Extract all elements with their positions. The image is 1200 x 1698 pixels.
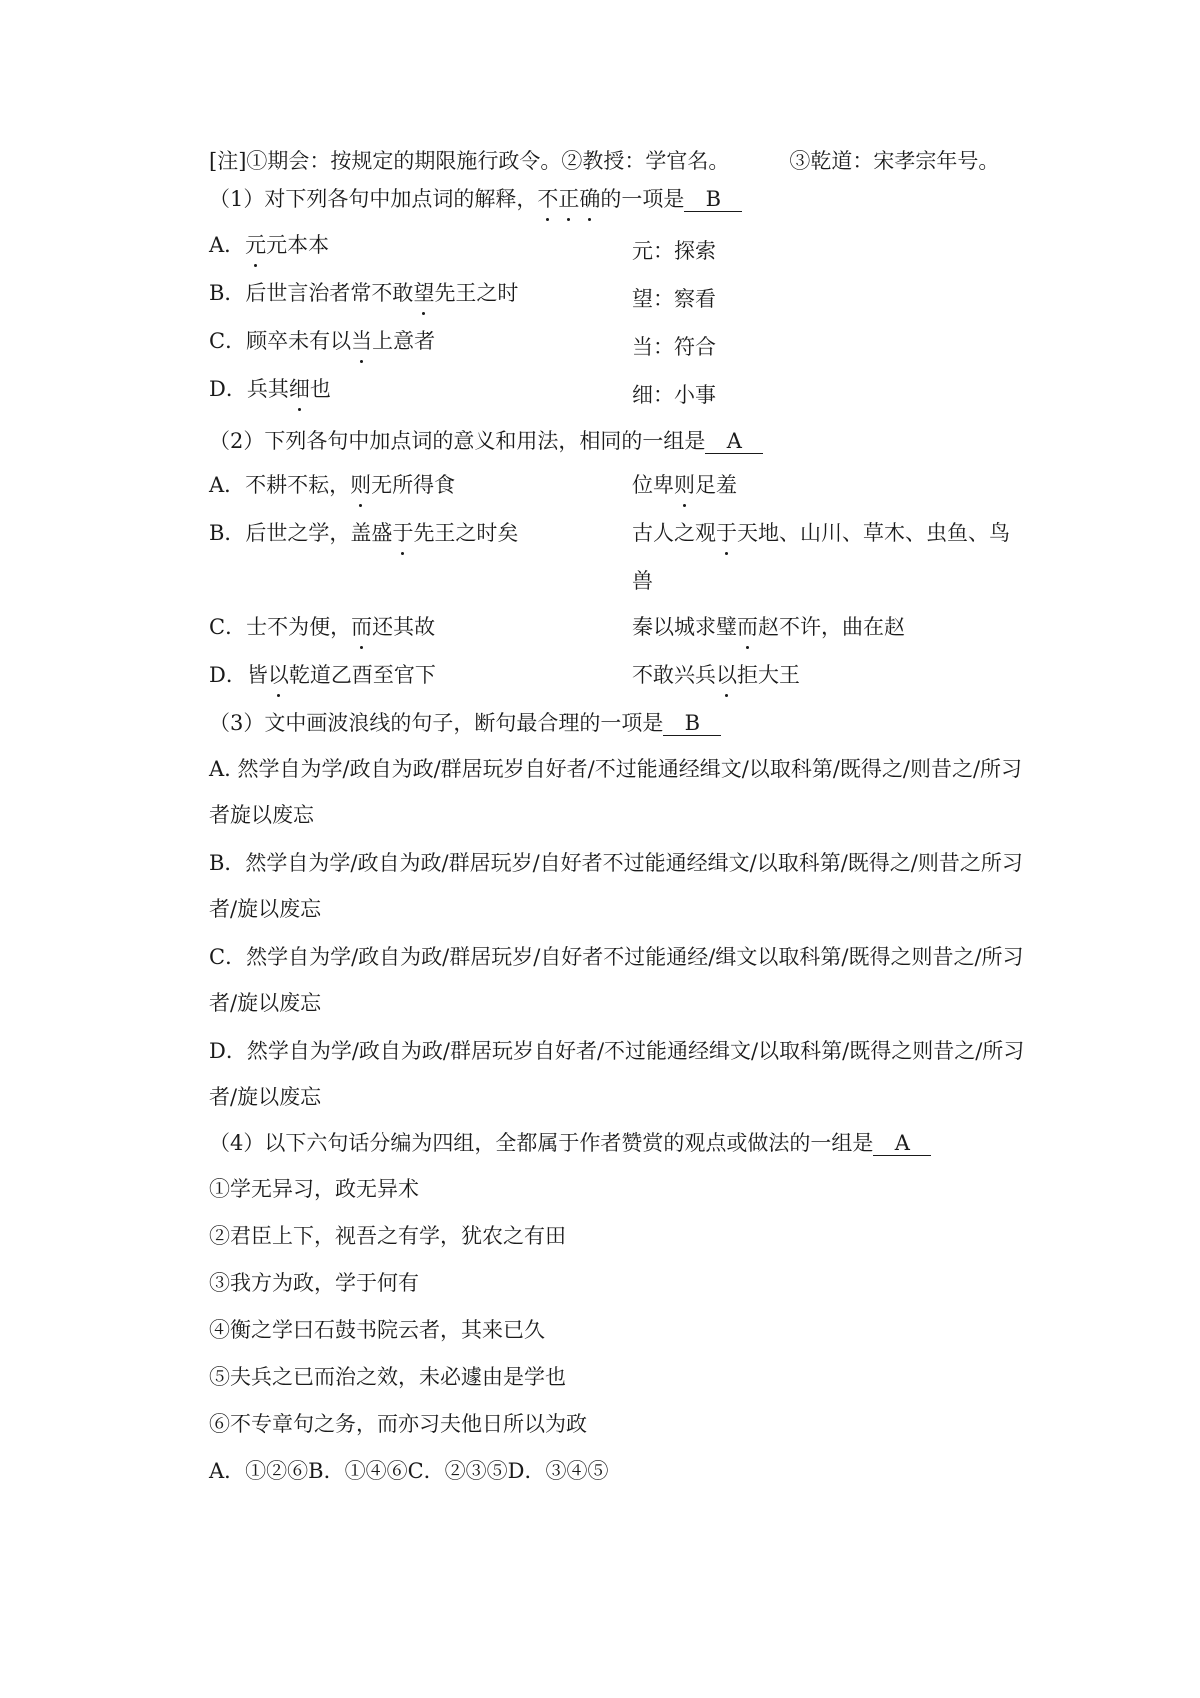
q2-option-a-left: A．不耕不耘，则无所得食 bbox=[209, 470, 455, 500]
q3-option-d-line2: 者/旋以废忘 bbox=[209, 1085, 322, 1109]
q1-option-b-gloss: 望：察看 bbox=[632, 287, 716, 311]
q4-item-6: ⑥不专章句之务，而亦习夫他日所以为政 bbox=[209, 1412, 587, 1436]
question-2-stem: （2）下列各句中加点词的意义和用法，相同的一组是 A bbox=[209, 426, 763, 456]
q4-item-5: ⑤夫兵之已而治之效，未必遽由是学也 bbox=[209, 1365, 566, 1389]
q2-option-b-right: 古人之观于天地、山川、草木、虫鱼、鸟 bbox=[632, 518, 1010, 548]
q3-option-c-line1: C．然学自为学/政自为政/群居玩岁/自好者不过能通经/缉文以取科第/既得之则昔之/所习 bbox=[209, 945, 1024, 969]
question-1-stem: （1）对下列各句中加点词的解释，不正确的一项是 B bbox=[209, 184, 742, 214]
q1-option-d-gloss: 细：小事 bbox=[632, 383, 716, 407]
q3-option-a-line1: A. 然学自为学/政自为政/群居玩岁自好者/不过能通经缉文/以取科第/既得之/则昔之/所习 bbox=[209, 757, 1023, 781]
q1-option-b: B．后世言治者常不敢望先王之时 bbox=[209, 278, 518, 308]
q3-option-b-line1: B．然学自为学/政自为政/群居玩岁/自好者不过能通经缉文/以取科第/既得之/则昔之所习 bbox=[209, 851, 1023, 875]
q1-option-a: A．元元本本 bbox=[209, 230, 329, 260]
q4-item-4: ④衡之学曰石鼓书院云者，其来已久 bbox=[209, 1318, 545, 1342]
q3-option-d-line1: D．然学自为学/政自为政/群居玩岁自好者/不过能通经缉文/以取科第/既得之则昔之/所习 bbox=[209, 1039, 1025, 1063]
answer-blank: A bbox=[873, 1131, 931, 1156]
q2-option-d-left: D．皆以乾道乙酉至官下 bbox=[209, 660, 436, 690]
annotation-note bbox=[209, 146, 999, 176]
q2-option-c-left: C．士不为便，而还其故 bbox=[209, 612, 435, 642]
question-4-stem: （4）以下六句话分编为四组，全都属于作者赞赏的观点或做法的一组是 A bbox=[209, 1128, 931, 1158]
q2-option-a-right: 位卑则足羞 bbox=[632, 470, 737, 500]
q1-option-d: D．兵其细也 bbox=[209, 374, 331, 404]
answer-blank: B bbox=[663, 711, 721, 736]
answer-blank: A bbox=[705, 429, 763, 454]
question-3-stem: （3）文中画波浪线的句子，断句最合理的一项是 B bbox=[209, 708, 721, 738]
q1-option-a-gloss: 元：探索 bbox=[632, 239, 716, 263]
q2-option-b-left: B．后世之学，盖盛于先王之时矣 bbox=[209, 518, 518, 548]
q3-option-a-line2: 者旋以废忘 bbox=[209, 803, 314, 827]
note-tail: ③乾道：宋孝宗年号。 bbox=[789, 149, 1000, 173]
q3-option-c-line2: 者/旋以废忘 bbox=[209, 991, 322, 1015]
q4-item-1: ①学无异习，政无异术 bbox=[209, 1177, 419, 1201]
q1-option-c-gloss: 当：符合 bbox=[632, 335, 716, 359]
q2-option-b-right-cont: 兽 bbox=[632, 569, 653, 593]
q2-option-d-right: 不敢兴兵以拒大王 bbox=[632, 660, 800, 690]
q3-option-b-line2: 者/旋以废忘 bbox=[209, 897, 322, 921]
note-text: [注]①期会：按规定的期限施行政令。②教授：学官名。 bbox=[209, 149, 730, 173]
q1-option-c: C．顾卒未有以当上意者 bbox=[209, 326, 435, 356]
q2-option-c-right: 秦以城求璧而赵不许，曲在赵 bbox=[632, 612, 905, 642]
q4-item-3: ③我方为政，学于何有 bbox=[209, 1271, 419, 1295]
q4-item-2: ②君臣上下，视吾之有学，犹农之有田 bbox=[209, 1224, 566, 1248]
answer-blank: B bbox=[684, 187, 742, 212]
q4-choices: A．①②⑥B．①④⑥C．②③⑤D．③④⑤ bbox=[209, 1459, 609, 1483]
